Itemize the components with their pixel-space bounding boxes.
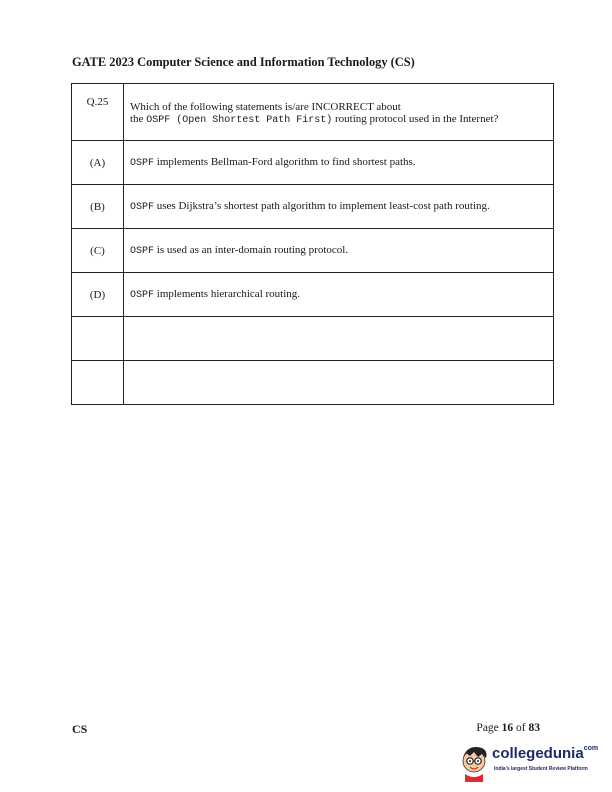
empty-row [72,361,554,405]
option-label: (D) [72,273,124,317]
question-line-1: Which of the following statements is/are INCORRECT about [130,101,401,113]
empty-cell [72,317,124,361]
logo-tagline: India's largest Student Review Platform [494,766,588,772]
empty-row [72,317,554,361]
option-text: OSPF implements Bellman-Ford algorithm to find shortest paths. [124,141,554,185]
empty-cell [124,361,554,405]
footer-page-number: Page 16 of 83 [476,722,540,734]
collegedunia-logo [458,742,598,782]
empty-cell [72,361,124,405]
option-row-b [72,185,554,229]
question-text [124,84,554,141]
question-line-2: the OSPF (Open Shortest Path First) routing protocol used in the Internet? [130,113,499,126]
question-table [71,83,554,405]
option-label: (C) [72,229,124,273]
logo-wordmark: collegedunia$^{com}$ [492,745,599,762]
option-row-a [72,141,554,185]
empty-cell [124,317,554,361]
question-number: Q.25 [72,84,124,141]
option-row-c [72,229,554,273]
mascot-icon [458,742,492,782]
option-row-d [72,273,554,317]
option-text: OSPF is used as an inter-domain routing protocol. [124,229,554,273]
option-text: OSPF uses Dijkstra’s shortest path algorithm to implement least-cost path routing. [124,185,554,229]
option-label: (A) [72,141,124,185]
question-row [72,84,554,141]
option-text: OSPF implements hierarchical routing. [124,273,554,317]
page-header-title: GATE 2023 Computer Science and Information Technology (CS) [72,55,415,69]
footer-subject-code: CS [72,722,88,736]
option-label: (B) [72,185,124,229]
